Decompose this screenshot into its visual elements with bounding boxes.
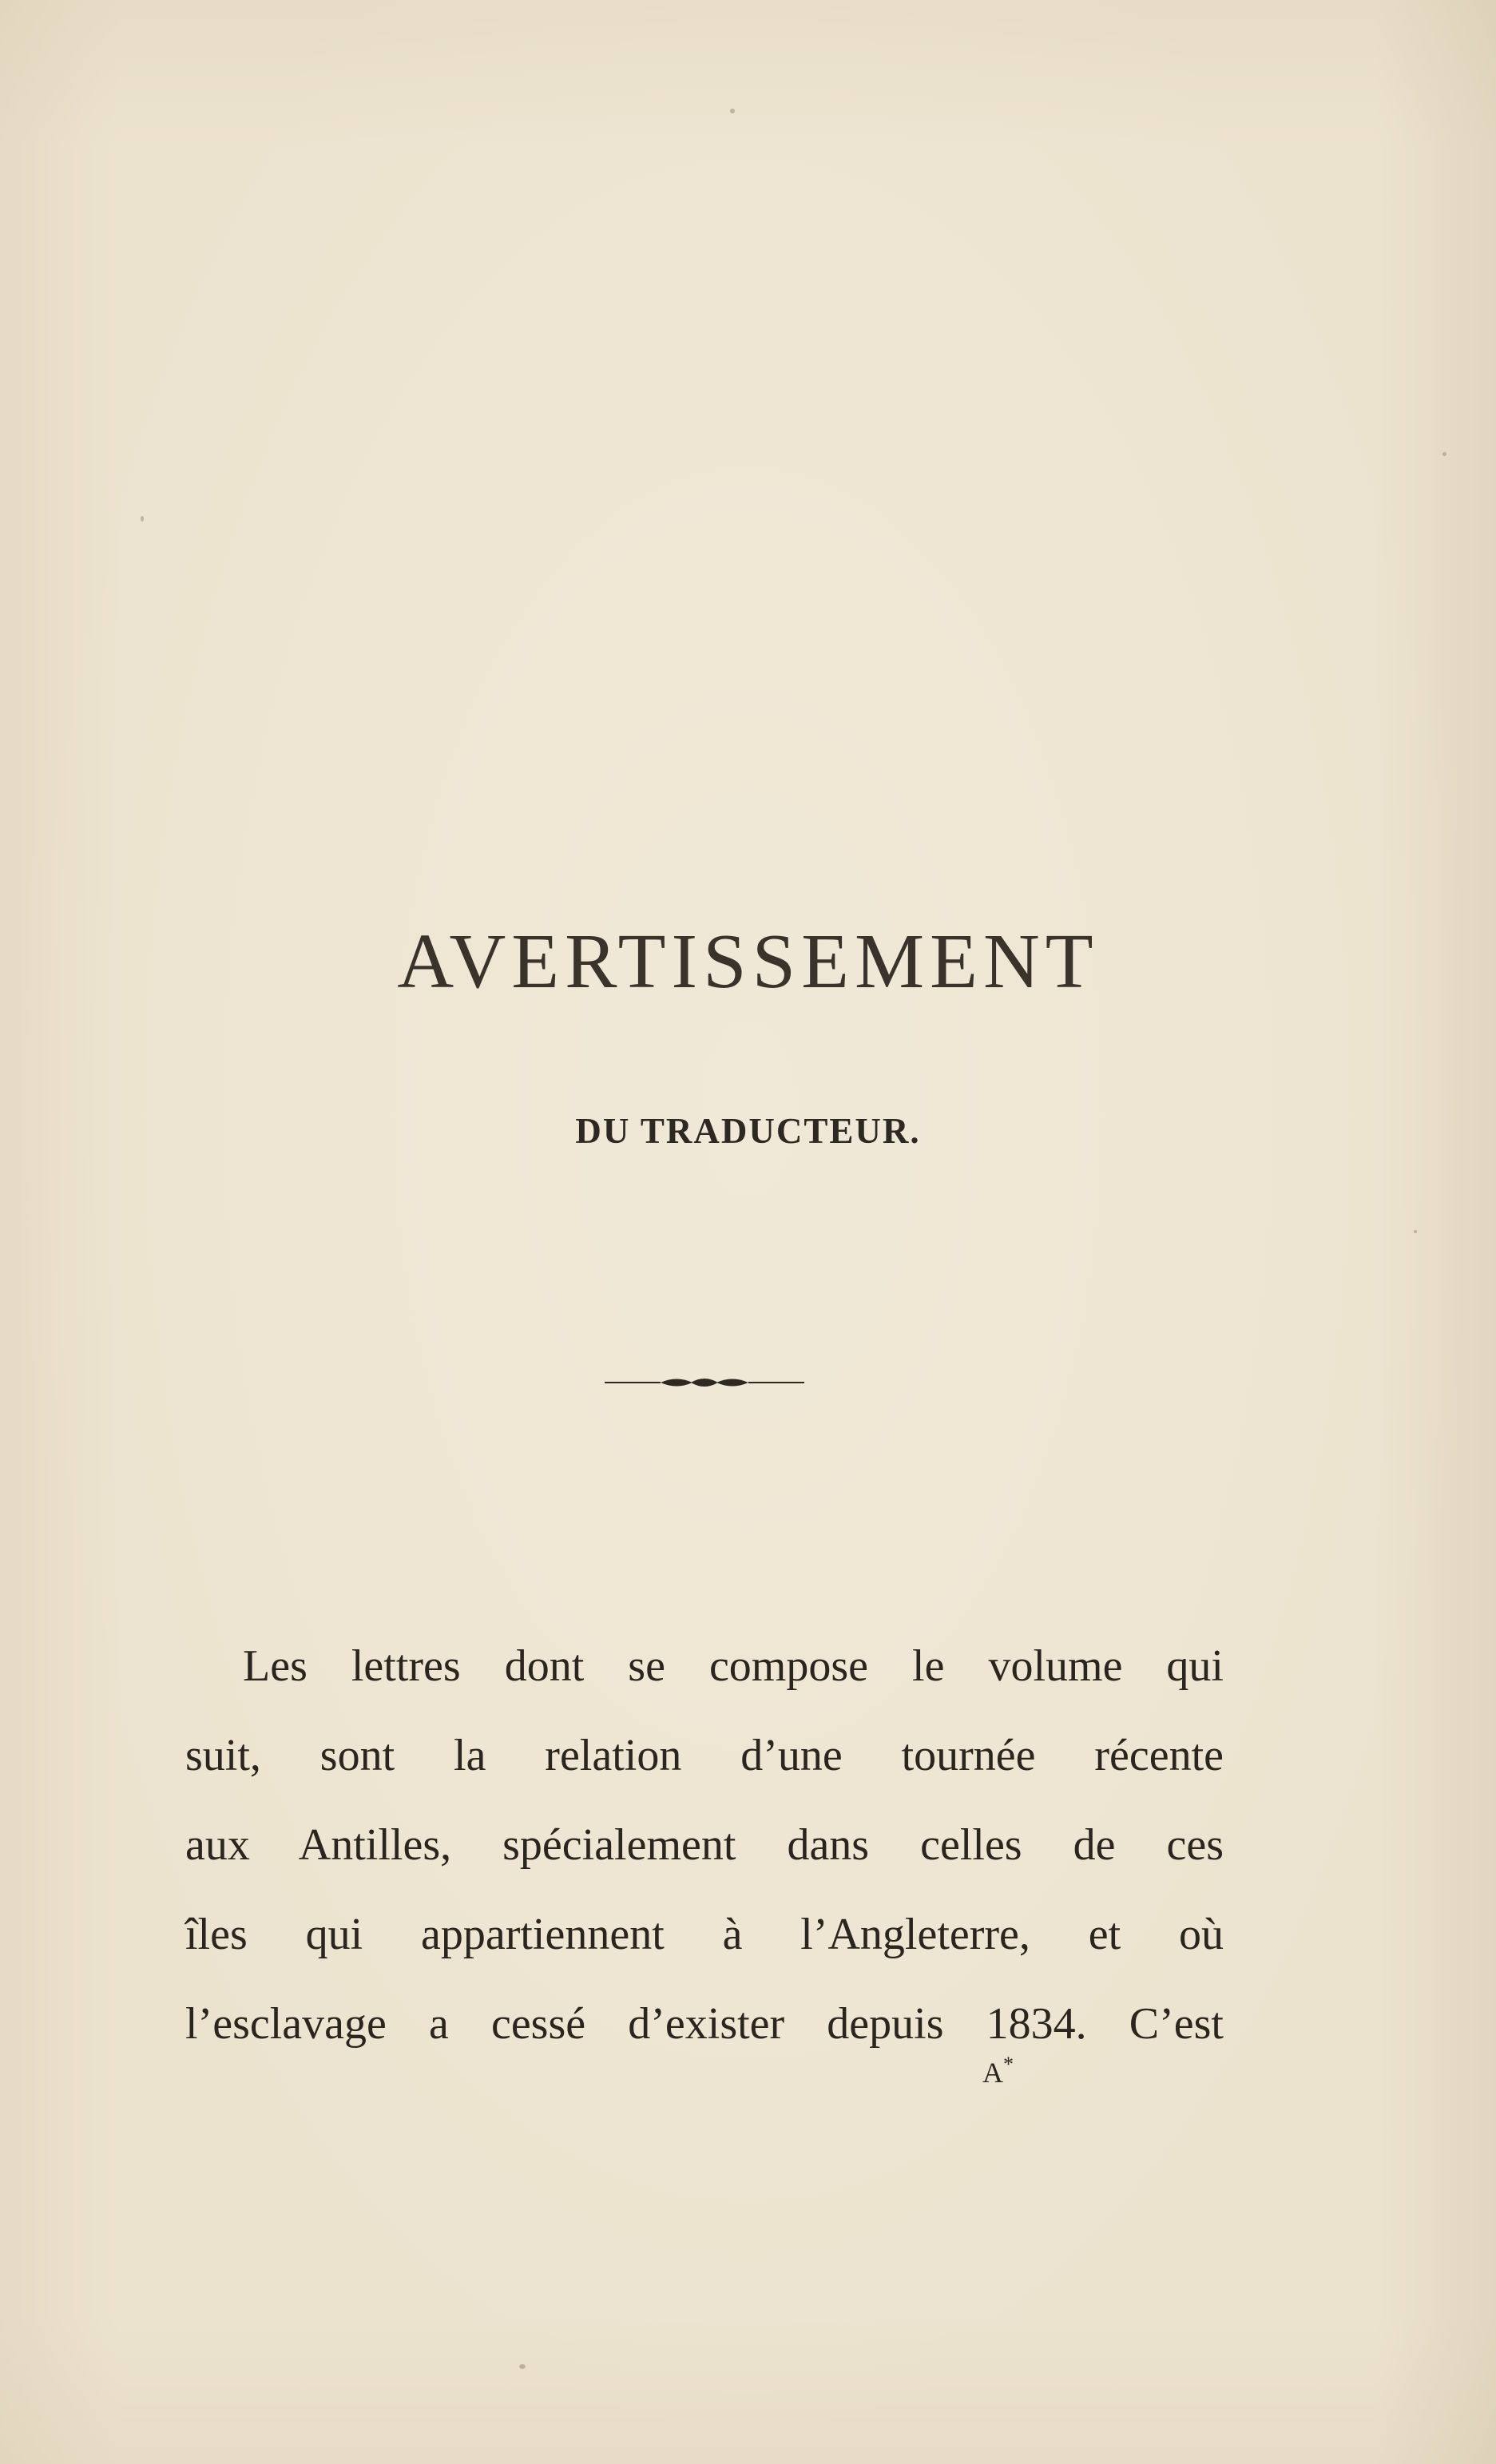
paragraph-line: îles qui appartiennent à l’Angleterre, et où <box>185 1910 1224 1959</box>
page-title: AVERTISSEMENT <box>397 919 1099 1005</box>
paper-speck <box>141 516 144 522</box>
paper-speck <box>730 109 735 113</box>
ornament-divider-icon <box>605 1371 804 1395</box>
paragraph-line: suit, sont la relation d’une tournée récente <box>185 1731 1224 1780</box>
paragraph-line: aux Antilles, spécialement dans celles de ces <box>185 1820 1224 1870</box>
paper-speck <box>1442 452 1446 456</box>
paper-speck <box>519 2364 526 2369</box>
paragraph-line: Les lettres dont se compose le volume qui <box>243 1641 1224 1691</box>
signature-letter: A <box>982 2057 1003 2089</box>
signature-mark <box>982 2053 1014 2089</box>
paragraph-line: l’esclavage a cessé d’exister depuis 1834. C’est <box>185 1999 1224 2049</box>
paper-speck <box>1414 1230 1417 1233</box>
body-paragraph <box>185 1621 1224 2069</box>
page-subtitle: DU TRADUCTEUR. <box>575 1111 921 1151</box>
signature-asterisk: * <box>1003 2053 1014 2076</box>
